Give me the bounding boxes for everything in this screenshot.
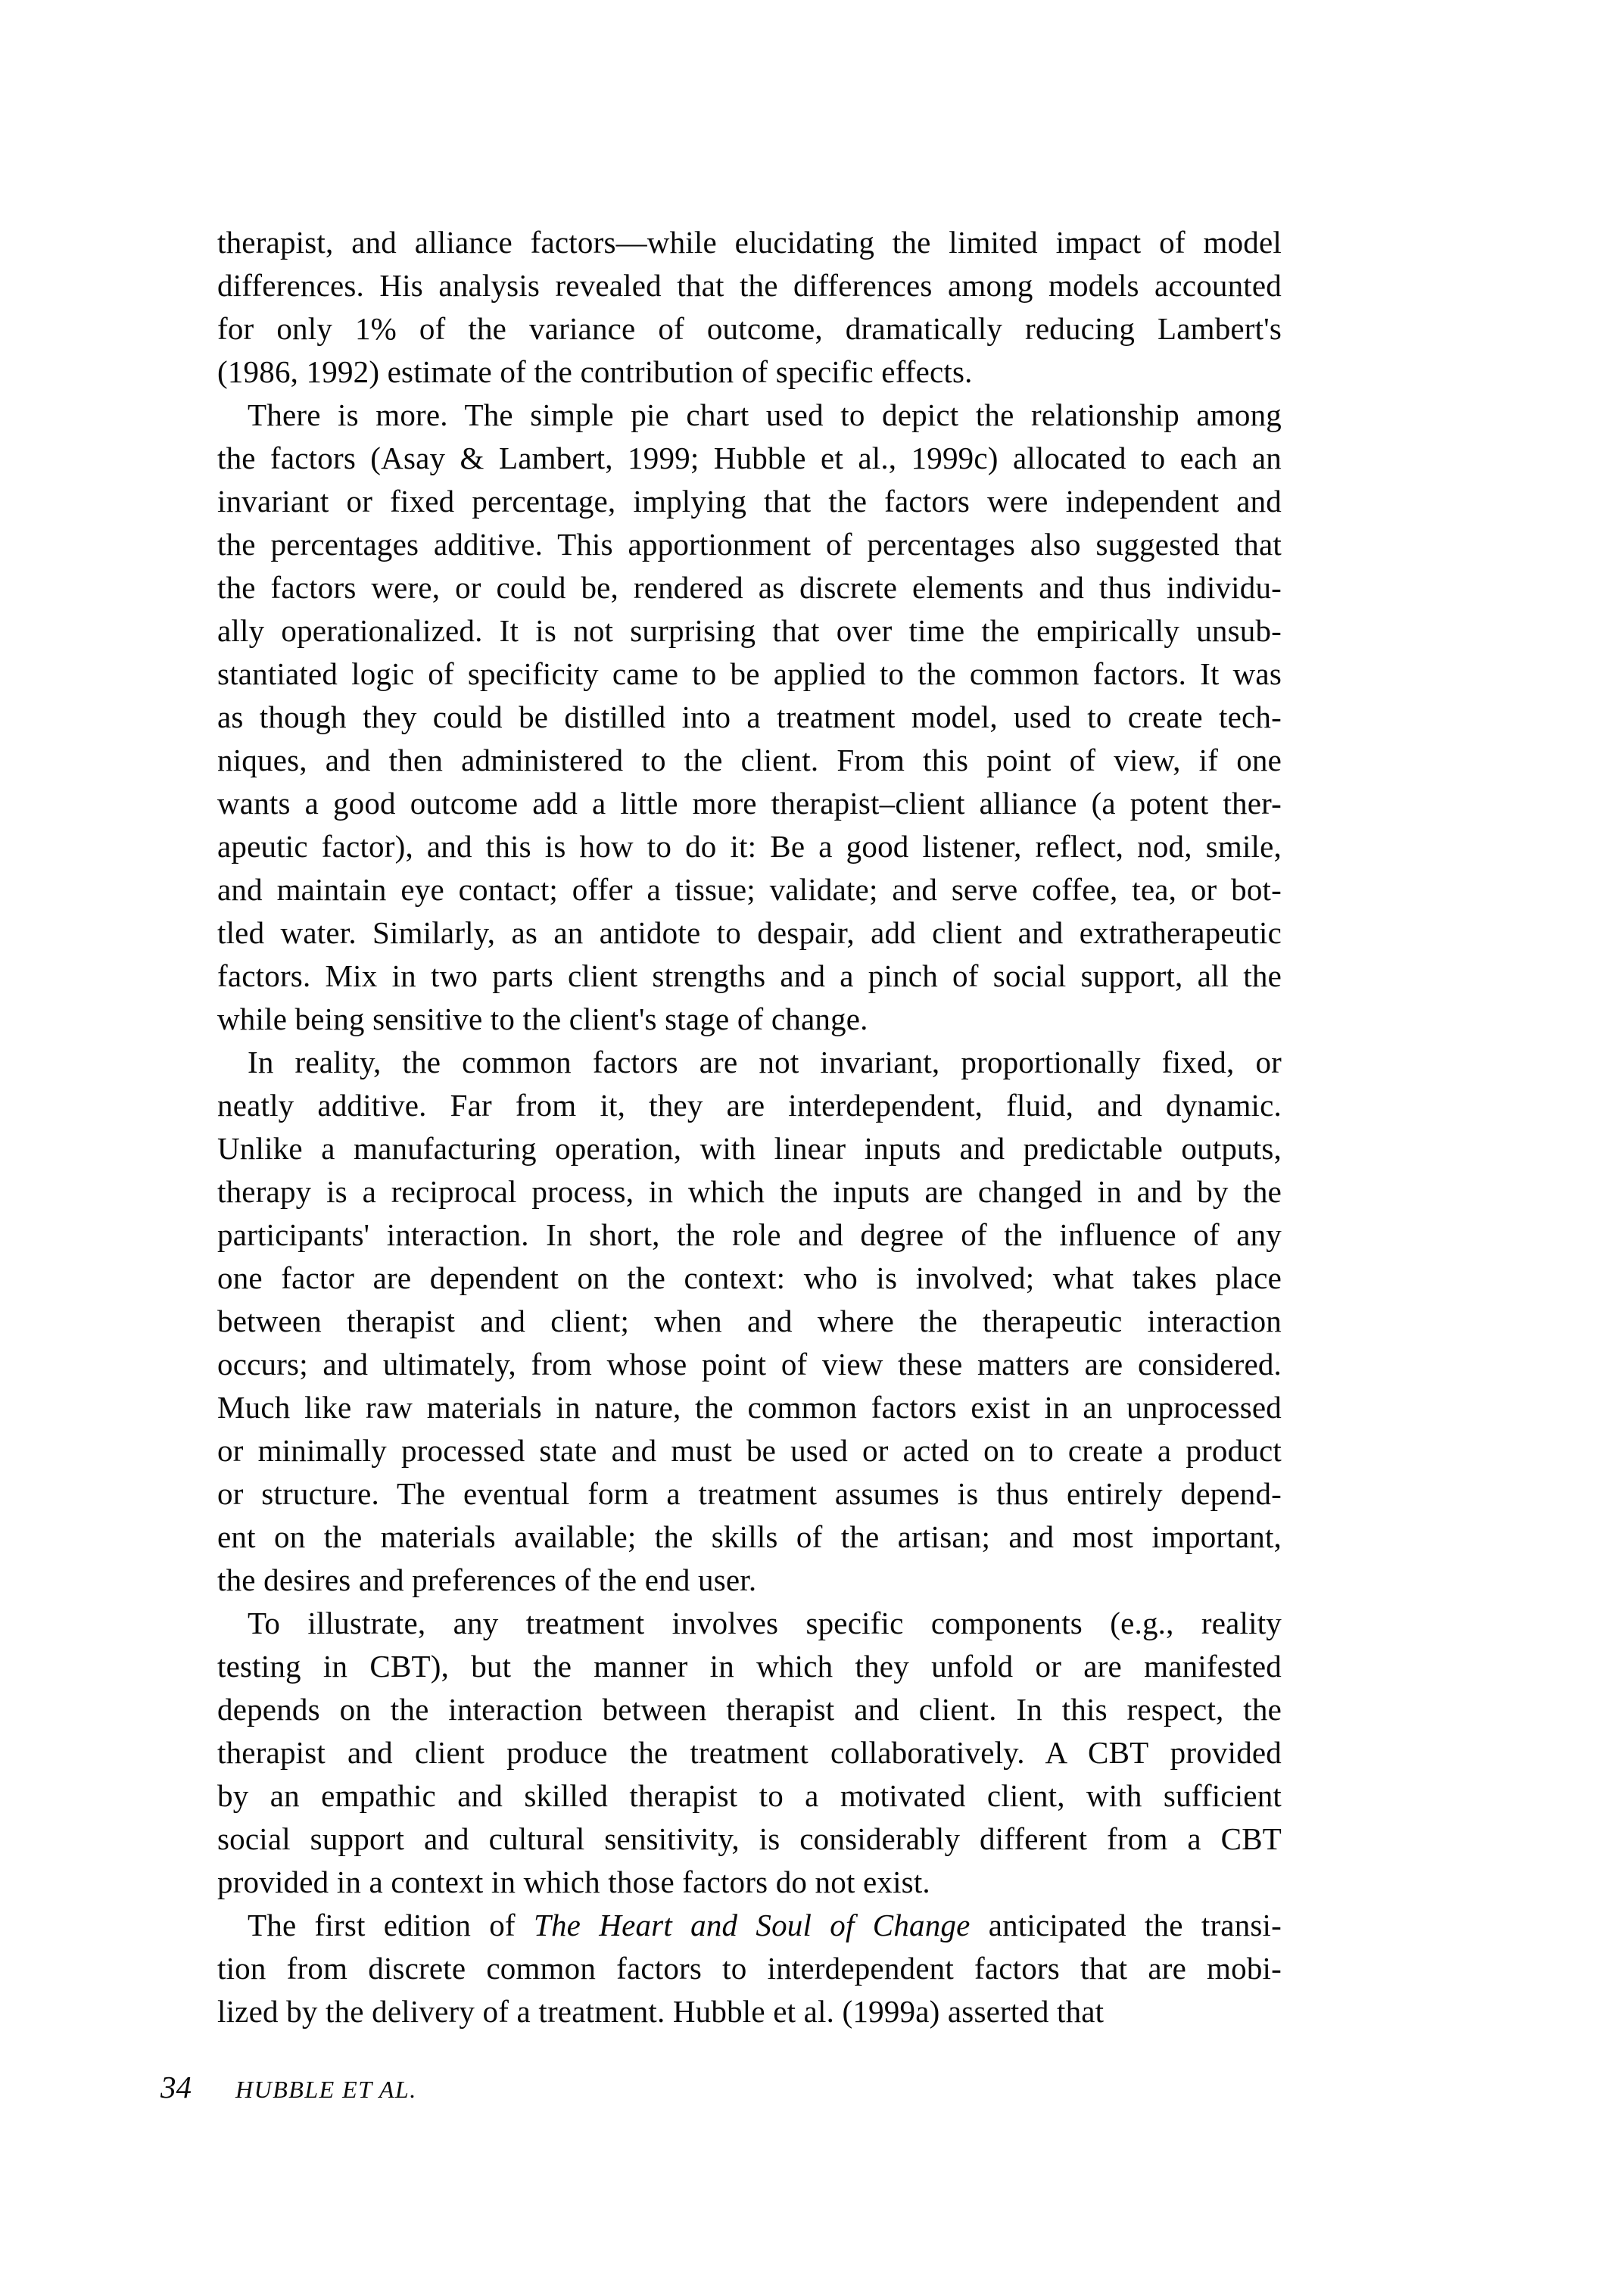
text-line: the factors (Asay & Lambert, 1999; Hubble et al., 1999c) allocated to each an [217,441,1282,475]
text-line: the percentages additive. This apportionment of percentages also suggested that [217,527,1282,562]
text-line: differences. His analysis revealed that the differences among models accounted [217,268,1282,303]
text-line: invariant or fixed percentage, implying that the factors were independent and [217,484,1282,519]
text-segment: anticipated the transi- [970,1908,1282,1942]
text-line: tion from discrete common factors to interdependent factors that are mobi- [217,1951,1282,1986]
text-line: factors. Mix in two parts client strengths and a pinch of social support, all the [217,958,1282,993]
text-line: or structure. The eventual form a treatment assumes is thus entirely depend- [217,1476,1282,1511]
text-line: therapist, and alliance factors—while elucidating the limited impact of model [217,225,1282,260]
text-line: There is more. The simple pie chart used to depict the relationship among [248,397,1282,432]
text-line: apeutic factor), and this is how to do it: Be a good listener, reflect, nod, smile, [217,829,1282,864]
text-line: or minimally processed state and must be used or acted on to create a product [217,1433,1282,1468]
text-line: wants a good outcome add a little more therapist–client alliance (a potent ther- [217,786,1282,821]
text-line: tled water. Similarly, as an antidote to despair, add client and extratherapeutic [217,915,1282,950]
text-line: as though they could be distilled into a treatment model, used to create tech- [217,699,1282,734]
text-line: while being sensitive to the client's stage of change. [217,1002,868,1036]
text-line: provided in a context in which those factors do not exist. [217,1865,930,1899]
text-line: ent on the materials available; the skills of the artisan; and most important, [217,1519,1282,1554]
text-line: neatly additive. Far from it, they are interdependent, fluid, and dynamic. [217,1088,1282,1123]
page-number: 34 [160,2070,192,2104]
text-line: Unlike a manufacturing operation, with linear inputs and predictable outputs, [217,1131,1282,1166]
text-line: To illustrate, any treatment involves specific components (e.g., reality [248,1606,1282,1640]
text-line: one factor are dependent on the context: who is involved; what takes place [217,1260,1282,1295]
text-block [217,221,1282,2033]
text-line: between therapist and client; when and where the therapeutic interaction [217,1304,1282,1338]
text-line: participants' interaction. In short, the role and degree of the influence of any [217,1217,1282,1252]
text-line: stantiated logic of specificity came to be applied to the common factors. It was [217,656,1282,691]
book-title-italic: The Heart and Soul of Change [533,1908,971,1942]
text-line: niques, and then administered to the client. From this point of view, if one [217,743,1282,777]
text-line: ally operationalized. It is not surprising that over time the empirically unsub- [217,613,1282,648]
text-segment: The first edition of [248,1908,534,1942]
text-line: lized by the delivery of a treatment. Hubble et al. (1999a) asserted that [217,1994,1105,2029]
text-line: for only 1% of the variance of outcome, dramatically reducing Lambert's [217,311,1282,346]
text-line: by an empathic and skilled therapist to a motivated client, with sufficient [217,1778,1282,1813]
text-line: social support and cultural sensitivity, is considerably different from a CBT [217,1821,1282,1856]
text-line: and maintain eye contact; offer a tissue; validate; and serve coffee, tea, or bot- [217,872,1282,907]
page-footer [160,2069,417,2105]
text-line: occurs; and ultimately, from whose point of view these matters are considered. [217,1347,1282,1382]
text-line [217,1904,1282,1947]
running-head: HUBBLE ET AL. [235,2076,417,2103]
text-line: (1986, 1992) estimate of the contribution of specific effects. [217,354,973,389]
text-line: In reality, the common factors are not invariant, proportionally fixed, or [248,1045,1282,1079]
text-line: the desires and preferences of the end user. [217,1562,757,1597]
text-line: therapy is a reciprocal process, in which the inputs are changed in and by the [217,1174,1282,1209]
text-line: the factors were, or could be, rendered as discrete elements and thus individu- [217,570,1282,605]
text-line: Much like raw materials in nature, the common factors exist in an unprocessed [217,1390,1282,1425]
text-line: therapist and client produce the treatment collaboratively. A CBT provided [217,1735,1282,1770]
text-line: testing in CBT), but the manner in which they unfold or are manifested [217,1649,1282,1684]
text-line: depends on the interaction between therapist and client. In this respect, the [217,1692,1282,1727]
